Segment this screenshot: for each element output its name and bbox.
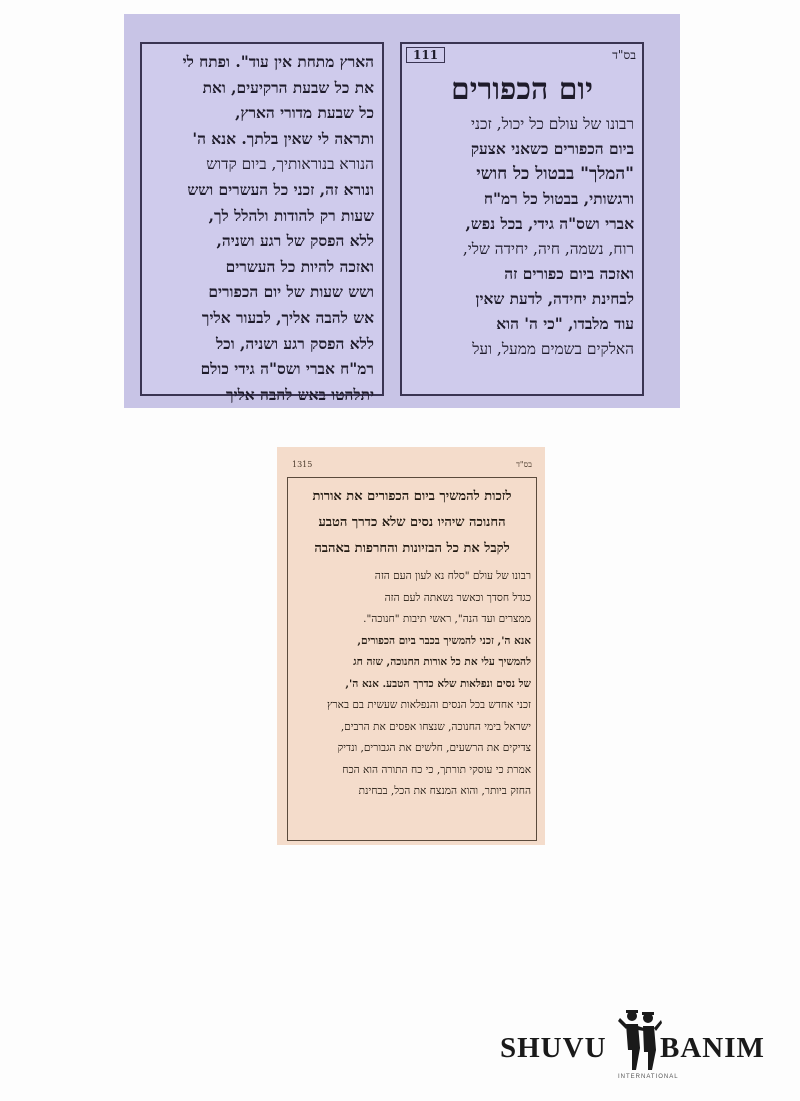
text-line: ואזכה ביום כפורים זה xyxy=(504,265,634,283)
left-panel xyxy=(140,42,384,404)
logo-word-shuvu: SHUVU xyxy=(500,1032,607,1064)
page-number: 1315 xyxy=(292,460,313,469)
page-title: יום הכפורים xyxy=(451,72,593,107)
text-line: אש להבה אליך, לבעור אליך xyxy=(201,308,374,327)
text-line: ללא הפסק רגע ושניה, וכל xyxy=(215,334,374,353)
text-line: רבונו של עולם "סלח נא לעון העם הזה xyxy=(374,570,531,582)
text-line: ישראל בימי החנוכה, שנצחו אפסים את הרבים, xyxy=(340,720,531,733)
text-line: האלקים בשמים ממעל, ועל xyxy=(472,340,634,358)
right-panel xyxy=(400,42,644,396)
bottom-card xyxy=(277,447,545,845)
corner-label: בס"ד xyxy=(516,460,532,469)
section-title: לזכות להמשיך ביום הכפורים את אורות xyxy=(312,489,512,504)
text-line: רבונו של עולם כל יכול, זכני xyxy=(470,115,634,133)
logo-word-banim: BANIM xyxy=(660,1032,765,1064)
top-card xyxy=(124,14,680,408)
text-line: החזק ביותר, והוא המנצח את הכל, בבחינת xyxy=(358,785,531,797)
prayer-text xyxy=(402,112,642,362)
text-line: "המלך" בבטול כל חושי xyxy=(476,164,634,184)
text-line: ללא הפסק של רגע ושניה, xyxy=(216,232,374,251)
text-line: זכני אחדש בכל הנסים והנפלאות שעשית בם בארץ xyxy=(327,699,531,711)
logo-tagline: INTERNATIONAL xyxy=(618,1074,679,1080)
text-line: לבחינת יחידה, לדעת שאין xyxy=(475,290,634,308)
panel-header xyxy=(402,44,642,72)
text-line: רמ"ח אברי ושס"ה גידי כולם xyxy=(200,360,374,379)
text-line: ביום הכפורים כשאני אצעק xyxy=(470,140,634,158)
text-line: להמשיך עלי את כל אורות החנוכה, שזה חג xyxy=(353,656,531,668)
prayer-text xyxy=(142,44,382,408)
text-line: כל שבעת מדורי הארץ, xyxy=(235,104,374,123)
text-line: ואזכה להיות כל העשרים xyxy=(225,257,374,276)
text-line: הארץ מתחת אין עוד". ופתח לי xyxy=(182,53,374,71)
text-line: כגדל חסדך וכאשר נשאתה לעם הזה xyxy=(384,591,531,604)
section-title: לקבל את כל הבזיונות והחרפות באהבה xyxy=(314,541,510,556)
text-line: ורגשותי, בבטול כל רמ"ח xyxy=(483,190,634,208)
text-line: ותראה לי שאין בלתך. אנא ה' xyxy=(192,129,374,148)
shuvu-banim-logo xyxy=(500,1008,790,1090)
page-number: 111 xyxy=(406,47,445,63)
text-line: אנא ה', זכני להמשיך בכבר ביום הכפורים, xyxy=(357,634,531,647)
text-line: ושש שעות של יום הכפורים xyxy=(208,283,374,302)
text-line: עוד מלבדו, "כי ה' הוא xyxy=(496,315,634,333)
text-line: אברי ושס"ה גידי, בכל נפש, xyxy=(465,215,634,233)
text-line: ונורא זה, זכני כל העשרים ושש xyxy=(187,180,374,199)
text-line: יתלהטו באש להבה אליך xyxy=(226,385,374,404)
bsd-label: בס"ד xyxy=(612,48,636,62)
text-line: רוח, נשמה, חיה, יחידה שלי, xyxy=(462,240,634,258)
text-line: הנורא בנוראותיך, ביום קדוש xyxy=(206,155,374,174)
bottom-panel xyxy=(287,460,537,841)
text-line: שעות רק להודות ולהלל לך, xyxy=(208,206,374,225)
text-line: ממצרים ועד הנה", ראשי תיבות "חנוכה". xyxy=(363,613,531,625)
text-line: צדיקים את הרשעים, חלשים את הגבורים, ונדיק xyxy=(337,742,531,754)
section-title: החנוכה שיהיו נסים שלא כדרך הטבע xyxy=(318,515,506,530)
text-line: את כל שבעת הרקיעים, ואת xyxy=(202,78,374,97)
dancing-figures-icon xyxy=(616,1008,662,1074)
text-line: של נסים ונפלאות שלא כדרך הטבע. אנא ה', xyxy=(345,677,531,690)
text-line: אמרת כי עוסקי תורתך, כי כח התורה הוא הכח xyxy=(342,763,531,776)
